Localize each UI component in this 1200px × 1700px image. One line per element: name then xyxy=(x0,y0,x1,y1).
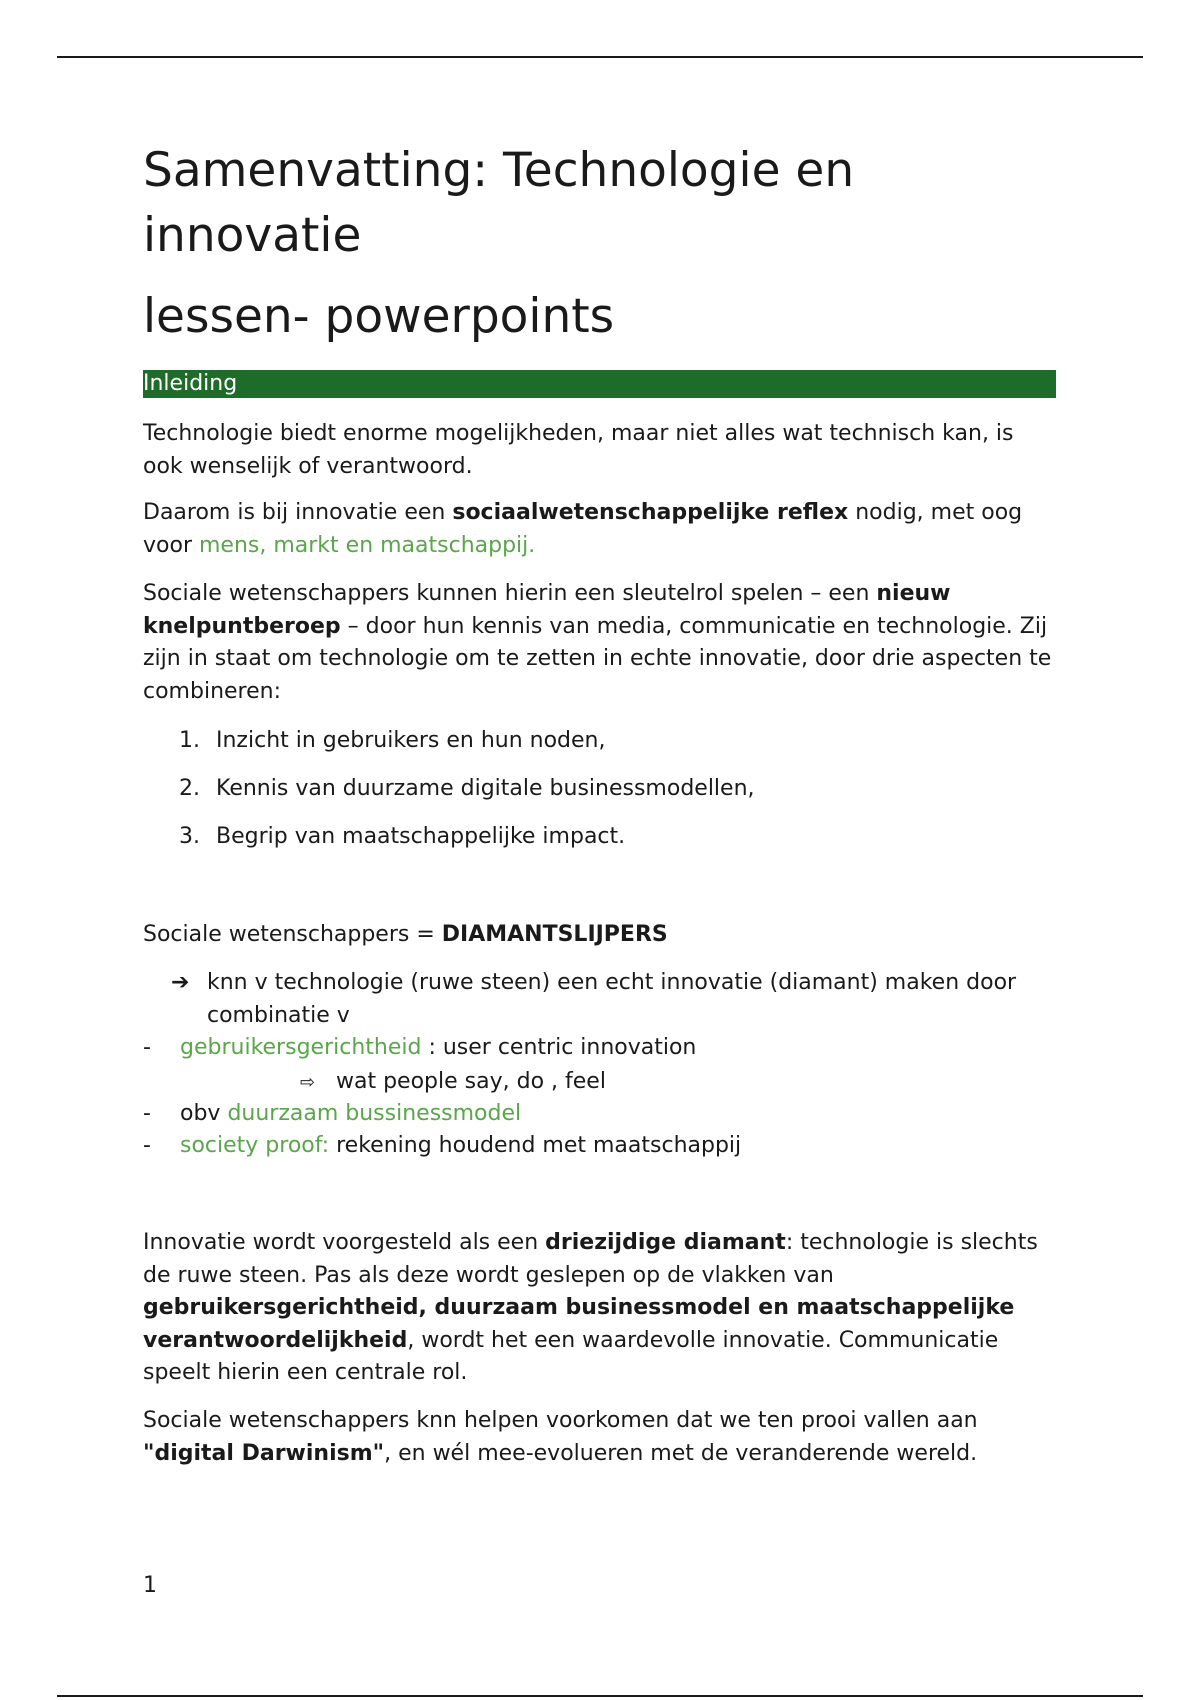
text-run: nodig, met oog voor xyxy=(143,500,1023,558)
dash-item-society-proof xyxy=(143,1130,741,1162)
list-number: 3. xyxy=(179,824,200,849)
list-text: Inzicht in gebruikers en hun noden, xyxy=(216,728,606,753)
sub-arrow-item xyxy=(300,1066,606,1099)
paragraph-diamantslijpers xyxy=(143,919,1058,952)
dash-marker: - xyxy=(143,1133,151,1158)
list-item xyxy=(179,821,625,853)
dash-marker: - xyxy=(143,1035,151,1060)
list-number: 2. xyxy=(179,776,200,801)
highlight-text: duurzaam bussinessmodel xyxy=(227,1101,522,1126)
text-run: , wordt het een waardevolle innovatie. Communicatie speelt hierin een centrale rol. xyxy=(143,1327,999,1385)
text-run: Daarom is bij innovatie een xyxy=(143,500,453,525)
sub-arrow-text: wat people say, do , feel xyxy=(336,1069,606,1094)
bold-text: nieuw knelpuntberoep xyxy=(143,581,951,639)
list-item xyxy=(179,725,606,757)
section-heading-inleiding: Inleiding xyxy=(143,370,1056,398)
paragraph-reflex xyxy=(143,497,1058,562)
highlight-text: gebruikersgerichtheid xyxy=(180,1035,422,1060)
text-run: obv xyxy=(180,1101,228,1126)
text-run: : technologie is slechts de ruwe steen. Pas als deze wordt geslepen op de vlakken van xyxy=(143,1230,1038,1288)
dash-marker: - xyxy=(143,1101,151,1126)
top-rule xyxy=(57,56,1143,58)
dash-item-businessmodel xyxy=(143,1098,521,1130)
arrow-bullet-text: knn v technologie (ruwe steen) een echt innovatie (diamant) maken door combinatie v xyxy=(207,970,1017,1028)
document-subtitle: lessen- powerpoints xyxy=(143,289,615,344)
bold-text: gebruikersgerichtheid, duurzaam businessmodel en maatschappelijke verantwoordelijkheid xyxy=(143,1295,1015,1353)
document-title: Samenvatting: Technologie en innovatie xyxy=(143,143,855,263)
dash-item-gebruikersgerichtheid xyxy=(143,1032,696,1064)
list-text: Begrip van maatschappelijke impact. xyxy=(216,824,626,849)
page-number: 1 xyxy=(143,1573,157,1598)
arrow-right-bold-icon: ➔ xyxy=(171,970,190,995)
paragraph-sleutelrol xyxy=(143,578,1058,708)
text-run: rekening houdend met maatschappij xyxy=(329,1133,742,1158)
text-run: Sociale wetenschappers = xyxy=(143,922,442,947)
text-run: Innovatie wordt voorgesteld als een xyxy=(143,1230,546,1255)
bold-text: "digital Darwinism" xyxy=(143,1440,385,1466)
arrow-bullet-item xyxy=(171,967,1061,1032)
paragraph-intro: Technologie biedt enorme mogelijkheden, maar niet alles wat technisch kan, is ook wenselijk of verantwoord. xyxy=(143,421,1014,479)
text-run: Sociale wetenschappers knn helpen voorkomen dat we ten prooi vallen aan xyxy=(143,1408,978,1433)
paragraph-digital-darwinism xyxy=(143,1405,1058,1470)
highlight-text: society proof: xyxy=(180,1133,330,1158)
list-number: 1. xyxy=(179,728,200,753)
bold-text: DIAMANTSLIJPERS xyxy=(441,922,668,947)
highlight-text: mens, markt en maatschappij. xyxy=(198,532,536,558)
paragraph-driezijdige-diamant xyxy=(143,1227,1058,1390)
arrow-right-outline-icon: ⇨ xyxy=(300,1072,316,1093)
bottom-rule xyxy=(57,1695,1143,1697)
list-text: Kennis van duurzame digitale businessmodellen, xyxy=(216,776,755,801)
text-run: – door hun kennis van media, communicatie en technologie. Zij zijn in staat om technologie om te zetten in echte innovatie, door drie aspecten te combineren: xyxy=(143,613,1052,704)
bold-text: driezijdige diamant xyxy=(545,1230,786,1255)
text-run: , en wél mee-evolueren met de veranderende wereld. xyxy=(384,1440,978,1466)
list-item xyxy=(179,773,755,805)
bold-text: sociaalwetenschappelijke reflex xyxy=(452,500,849,525)
text-run: Sociale wetenschappers kunnen hierin een sleutelrol spelen – een xyxy=(143,581,877,606)
text-run: : user centric innovation xyxy=(421,1035,697,1060)
